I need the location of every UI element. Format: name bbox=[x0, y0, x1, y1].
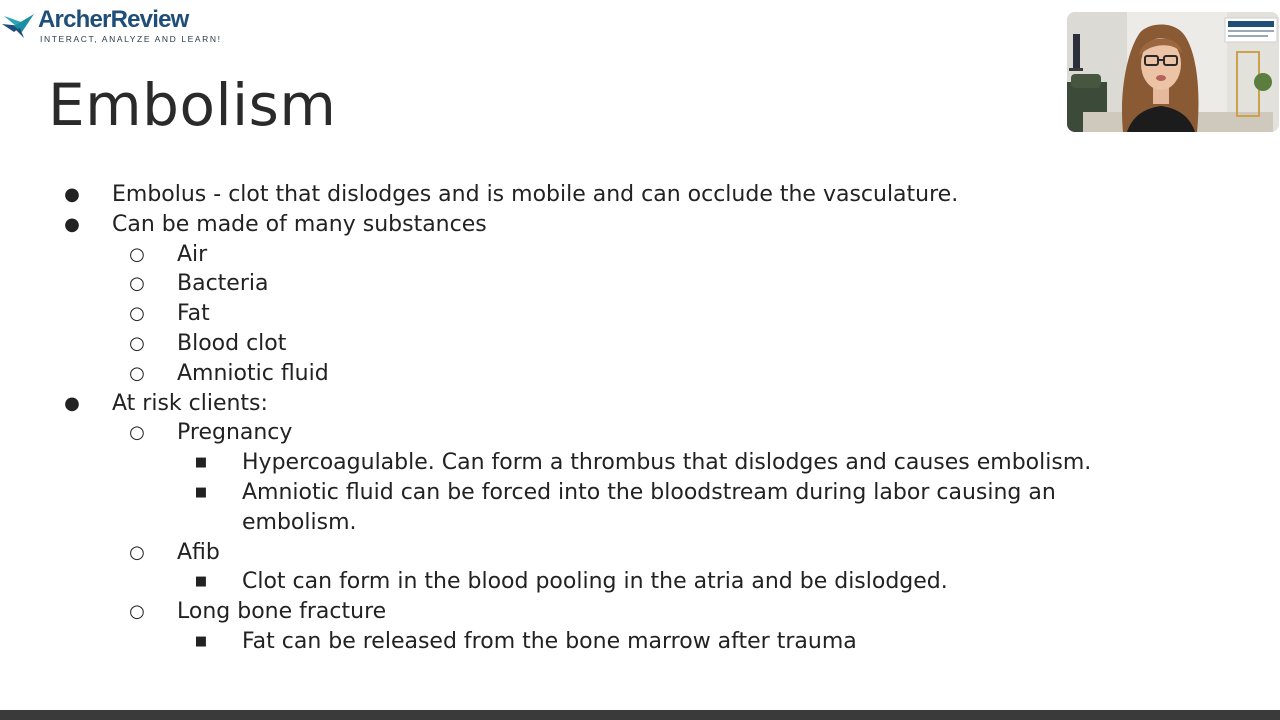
bullet-marker-icon: ■ bbox=[194, 633, 208, 649]
bullet-item-level-2 bbox=[0, 597, 1200, 627]
bullet-marker-icon: ○ bbox=[129, 362, 145, 384]
bullet-text: Bacteria bbox=[177, 271, 269, 297]
bullet-text: Air bbox=[177, 241, 208, 267]
bullet-item-level-1 bbox=[0, 210, 1200, 240]
bullet-item-level-2 bbox=[0, 240, 1200, 270]
bullet-text: Fat bbox=[177, 301, 210, 327]
arrow-bird-logo-icon bbox=[2, 10, 36, 40]
bullet-text: Amniotic fluid can be forced into the bloodstream during labor causing an bbox=[242, 479, 1056, 505]
bullet-text: Long bone fracture bbox=[177, 599, 387, 625]
bullet-text: Fat can be released from the bone marrow after trauma bbox=[242, 628, 857, 654]
bullet-text: Hypercoagulable. Can form a thrombus that dislodges and causes embolism. bbox=[242, 450, 1092, 476]
bullet-text: Clot can form in the blood pooling in the atria and be dislodged. bbox=[242, 569, 948, 595]
bullet-marker-icon: ○ bbox=[129, 422, 145, 444]
bullet-item-level-3 bbox=[0, 508, 1200, 538]
bullet-item-level-3 bbox=[0, 478, 1200, 508]
bullet-item-level-2 bbox=[0, 329, 1200, 359]
bullet-item-level-3 bbox=[0, 567, 1200, 597]
bullet-item-level-1 bbox=[0, 180, 1200, 210]
bullet-marker-icon: ● bbox=[64, 184, 80, 205]
bullet-marker-icon: ● bbox=[64, 392, 80, 414]
bullet-text: Embolus - clot that dislodges and is mobile and can occlude the vasculature. bbox=[112, 182, 959, 207]
bullet-item-level-1 bbox=[0, 389, 1200, 419]
bullet-item-level-2 bbox=[0, 418, 1200, 448]
bullet-text: Pregnancy bbox=[177, 420, 293, 446]
presenter-video[interactable] bbox=[1067, 12, 1279, 132]
bullet-item-level-2 bbox=[0, 359, 1200, 389]
bullet-list bbox=[0, 180, 1200, 657]
archer-review-logo bbox=[2, 4, 222, 46]
bullet-item-level-2 bbox=[0, 538, 1200, 568]
presenter-video-frame bbox=[1067, 12, 1279, 132]
bullet-marker-icon: ○ bbox=[129, 243, 145, 265]
bullet-item-level-2 bbox=[0, 269, 1200, 299]
bullet-text: Blood clot bbox=[177, 330, 287, 356]
logo-name: ArcherReview bbox=[38, 6, 189, 33]
bullet-text: Afib bbox=[177, 539, 220, 565]
bullet-marker-icon: ○ bbox=[129, 273, 145, 295]
bullet-marker-icon: ■ bbox=[194, 455, 208, 471]
bullet-marker-icon: ○ bbox=[129, 601, 145, 623]
bullet-item-level-3 bbox=[0, 448, 1200, 478]
bullet-marker-icon: ● bbox=[64, 213, 80, 235]
bullet-item-level-2 bbox=[0, 299, 1200, 329]
bottom-bar bbox=[0, 710, 1280, 720]
bullet-marker-icon: ○ bbox=[129, 541, 145, 563]
logo-tagline: INTERACT, ANALYZE AND LEARN! bbox=[40, 34, 222, 44]
slide-title: Embolism bbox=[48, 71, 337, 139]
bullet-marker-icon: ■ bbox=[194, 484, 208, 500]
bullet-text: embolism. bbox=[242, 509, 357, 535]
bullet-text: At risk clients: bbox=[112, 390, 268, 416]
bullet-marker-icon: ○ bbox=[129, 332, 145, 354]
bullet-text: Can be made of many substances bbox=[112, 211, 487, 237]
bullet-marker-icon: ■ bbox=[194, 574, 208, 590]
bullet-marker-icon: ○ bbox=[129, 303, 145, 325]
bullet-text: Amniotic fluid bbox=[177, 360, 329, 386]
bullet-item-level-3 bbox=[0, 627, 1200, 657]
